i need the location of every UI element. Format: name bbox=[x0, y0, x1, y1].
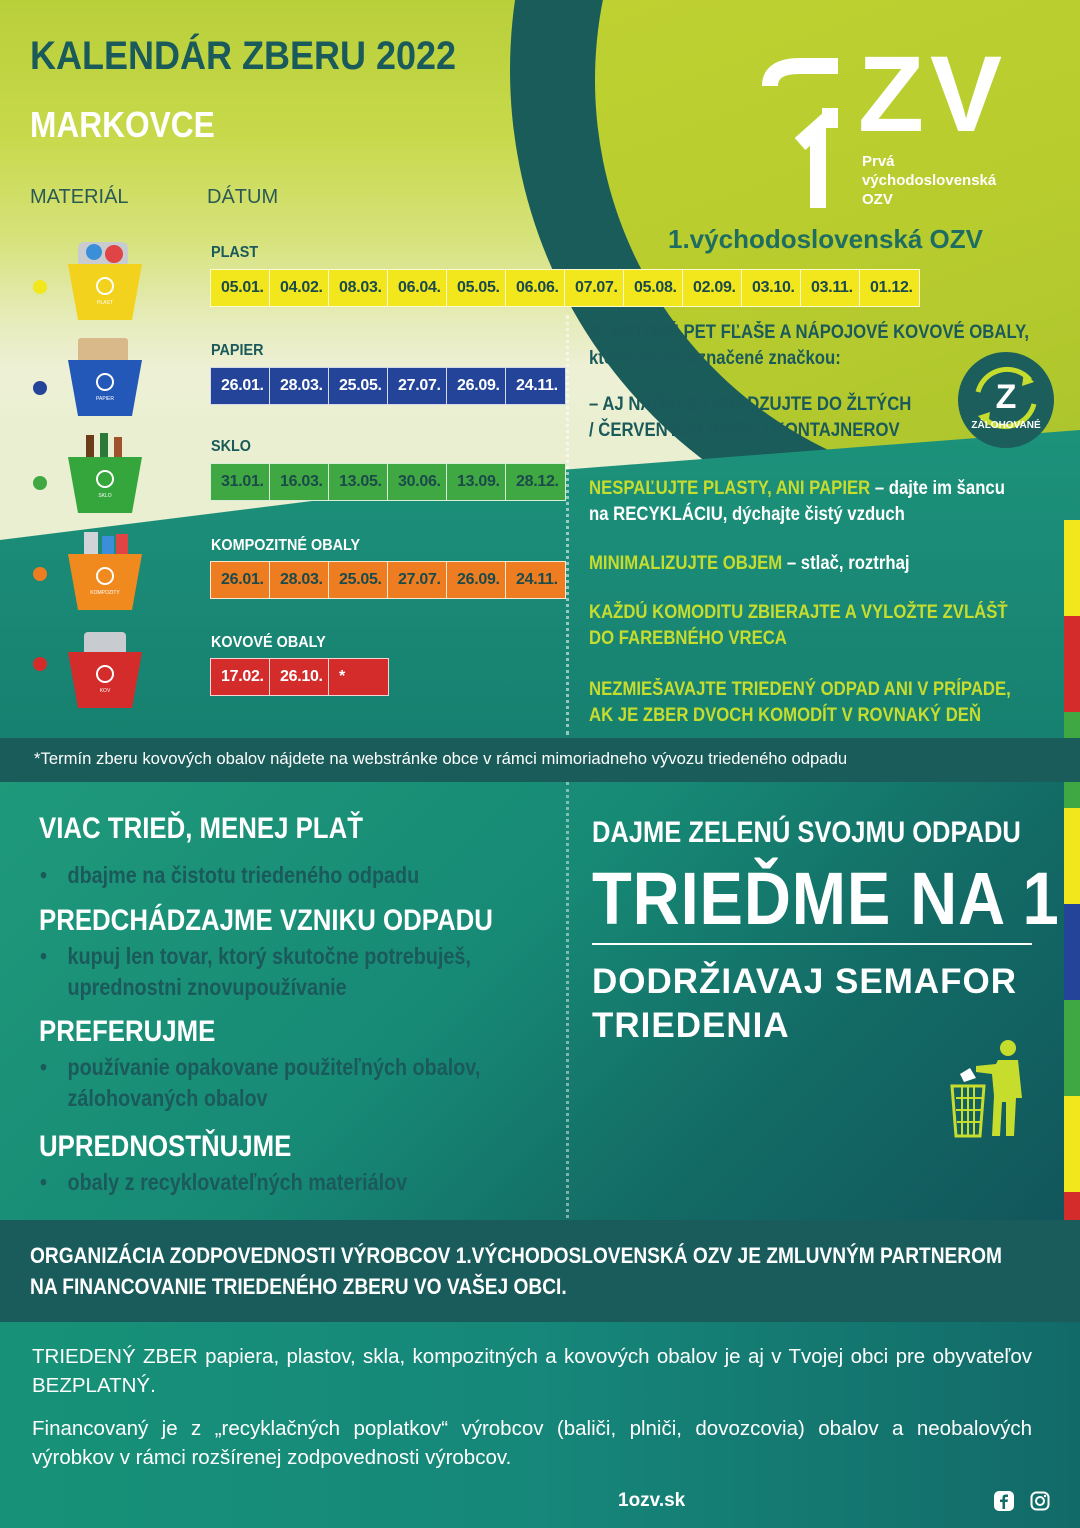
list-item: • dbajme na čistotu triedeného odpadu bbox=[40, 862, 420, 888]
column-header-material: MATERIÁL bbox=[30, 186, 129, 208]
tip-no-burning: NESPAĽUJTE PLASTY, ANI PAPIER – dajte im šancu na RECYKLÁCIU, dýchajte čistý vzduch bbox=[589, 478, 1005, 525]
plast-label: PLAST bbox=[211, 244, 259, 261]
svg-text:ZÁLOHOVANÉ: ZÁLOHOVANÉ bbox=[971, 420, 1041, 431]
papier-label: PAPIER bbox=[211, 342, 264, 359]
slogan-big: TRIEĎME NA 1 bbox=[592, 857, 1060, 940]
date-cell: 25.05. bbox=[329, 368, 388, 404]
date-cell: 13.09. bbox=[447, 464, 506, 500]
divider-rule bbox=[592, 943, 1032, 945]
papier-color-dot bbox=[33, 381, 47, 395]
date-cell: 28.03. bbox=[270, 562, 329, 598]
list-item: • používanie opakovane použiteľných obalov, zálohovaných obalov bbox=[40, 1054, 481, 1111]
sklo-label: SKLO bbox=[211, 438, 252, 455]
date-cell: 04.02. bbox=[270, 270, 329, 306]
plast-bin-icon bbox=[64, 240, 146, 322]
date-cell: 06.04. bbox=[388, 270, 447, 306]
date-cell: 27.07. bbox=[388, 368, 447, 404]
heading-uprednostnujme: UPREDNOSTŇUJME bbox=[39, 1130, 292, 1163]
sklo-color-dot bbox=[33, 476, 47, 490]
kov-label: KOVOVÉ OBALY bbox=[211, 634, 326, 651]
vertical-divider-lower bbox=[566, 782, 569, 1218]
date-cell: 05.05. bbox=[447, 270, 506, 306]
date-cell: * bbox=[339, 668, 345, 685]
svg-text:SKLO: SKLO bbox=[98, 493, 112, 499]
plast-dates bbox=[210, 269, 920, 307]
plast-color-dot bbox=[33, 280, 47, 294]
partner-statement: ORGANIZÁCIA ZODPOVEDNOSTI VÝROBCOV 1.VÝCHODOSLOVENSKÁ OZV JE ZMLUVNÝM PARTNEROM NA FINANCOVANIE TRIEDENÉHO ZBERU VO VAŠEJ OBCI. bbox=[30, 1243, 1002, 1299]
pet-info: PLASTOVÉ PET FĽAŠE A NÁPOJOVÉ KOVOVÉ OBALY, ktoré nie sú označené značkou: – AJ NAĎALEJ VHADZUJTE DO ŽLTÝCH / ČERVENÝCH VRIEC / KONTAJNEROV bbox=[589, 322, 1030, 441]
facebook-icon[interactable] bbox=[994, 1491, 1014, 1511]
heading-preferujme: PREFERUJME bbox=[39, 1015, 216, 1048]
municipality-name: MARKOVCE bbox=[30, 104, 215, 145]
footer-paragraph-financing: Financovaný je z „recyklačných poplatkov“ výrobcov (baliči, plniči, dovozcovia) obalov a neobalových výrobkov v rámci rozšírenej zodpovednosti výrobcov. bbox=[32, 1417, 1032, 1469]
date-cell: 05.08. bbox=[624, 270, 683, 306]
vertical-divider-top bbox=[566, 315, 569, 735]
kompozity-color-dot bbox=[33, 567, 47, 581]
date-cell: 24.11. bbox=[516, 377, 558, 394]
date-cell: 05.01. bbox=[211, 270, 270, 306]
papier-dates bbox=[210, 367, 566, 405]
metal-footnote: *Termín zberu kovových obalov nájdete na webstránke obce v rámci mimoriadneho vývozu triedeného odpadu bbox=[34, 749, 848, 768]
date-cell: 03.10. bbox=[742, 270, 801, 306]
list-item: • obaly z recyklovateľných materiálov bbox=[40, 1169, 408, 1195]
date-cell: 08.03. bbox=[329, 270, 388, 306]
deposit-arrows-icon bbox=[958, 352, 1054, 448]
kov-dates bbox=[210, 658, 389, 696]
date-cell: 30.06. bbox=[388, 464, 447, 500]
date-cell: 25.05. bbox=[329, 562, 388, 598]
date-cell: 16.03. bbox=[270, 464, 329, 500]
website-link[interactable]: 1ozv.sk bbox=[618, 1490, 686, 1511]
papier-bin-icon bbox=[64, 336, 146, 418]
column-header-date: DÁTUM bbox=[207, 186, 279, 208]
instagram-icon[interactable] bbox=[1030, 1491, 1050, 1511]
footer-paragraph-free: TRIEDENÝ ZBER papiera, plastov, skla, kompozitných a kovových obalov je aj v Tvojej obci pre obyvateľov BEZPLATNÝ. bbox=[32, 1345, 1032, 1397]
kov-color-dot bbox=[33, 657, 47, 671]
date-cell: 26.10. bbox=[270, 659, 329, 695]
date-cell: 17.02. bbox=[211, 659, 270, 695]
list-item: • kupuj len tovar, ktorý skutočne potrebuješ, uprednostni znovupoužívanie bbox=[40, 943, 471, 1000]
date-cell: 28.12. bbox=[516, 473, 559, 490]
date-cell: 13.05. bbox=[329, 464, 388, 500]
date-cell: 26.09. bbox=[447, 562, 506, 598]
date-cell: 24.11. bbox=[516, 571, 558, 588]
tip-separate: KAŽDÚ KOMODITU ZBIERAJTE A VYLOŽTE ZVLÁŠŤ DO FAREBNÉHO VRECA bbox=[589, 602, 1008, 649]
date-cell: 27.07. bbox=[388, 562, 447, 598]
svg-text:KOMPOZITY: KOMPOZITY bbox=[90, 590, 120, 596]
date-cell: 03.11. bbox=[801, 270, 860, 306]
page-title: KALENDÁR ZBERU 2022 bbox=[30, 34, 457, 78]
date-cell: 01.12. bbox=[870, 279, 913, 296]
date-cell: 26.09. bbox=[447, 368, 506, 404]
ozv-logo-mark-icon bbox=[760, 58, 860, 208]
logo-letters: ZV bbox=[858, 33, 1009, 154]
organization-name: 1.východoslovenská OZV bbox=[668, 224, 984, 254]
svg-text:KOV: KOV bbox=[99, 688, 111, 694]
color-edge-strip bbox=[1064, 520, 1080, 1288]
date-cell: 28.03. bbox=[270, 368, 329, 404]
tip-no-mixing: NEZMIEŠAVAJTE TRIEDENÝ ODPAD ANI V PRÍPADE, AK JE ZBER DVOCH KOMODÍT V ROVNAKÝ DEŇ bbox=[589, 679, 1011, 726]
tip-minimize: MINIMALIZUJTE OBJEM – stlač, roztrhaj bbox=[589, 553, 910, 574]
heading-viac-tried: VIAC TRIEĎ, MENEJ PLAŤ bbox=[39, 812, 363, 845]
date-cell: 06.06. bbox=[506, 270, 565, 306]
sklo-dates bbox=[210, 463, 566, 501]
semafor-text: DODRŽIAVAJ SEMAFOR TRIEDENIA bbox=[592, 962, 1018, 1045]
date-cell: 26.01. bbox=[211, 562, 270, 598]
svg-text:Z: Z bbox=[995, 378, 1017, 416]
svg-text:PAPIER: PAPIER bbox=[96, 396, 114, 402]
kompozity-dates bbox=[210, 561, 566, 599]
logo-subtitle: Prvá východoslovenská OZV bbox=[862, 153, 997, 208]
svg-text:PLAST: PLAST bbox=[97, 300, 113, 306]
sklo-bin-icon bbox=[64, 433, 146, 515]
person-throwing-trash-icon bbox=[948, 1038, 1032, 1138]
date-cell: 26.01. bbox=[211, 368, 270, 404]
heading-predchadzajme: PREDCHÁDZAJME VZNIKU ODPADU bbox=[39, 904, 493, 937]
kompozity-label: KOMPOZITNÉ OBALY bbox=[211, 537, 361, 554]
kompozity-bin-icon bbox=[64, 530, 146, 612]
zalohovane-badge bbox=[958, 352, 1054, 448]
kov-bin-icon bbox=[64, 628, 146, 710]
date-cell: 02.09. bbox=[683, 270, 742, 306]
date-cell: 31.01. bbox=[211, 464, 270, 500]
date-cell: 07.07. bbox=[565, 270, 624, 306]
slogan-line: DAJME ZELENÚ SVOJMU ODPADU bbox=[592, 816, 1021, 849]
